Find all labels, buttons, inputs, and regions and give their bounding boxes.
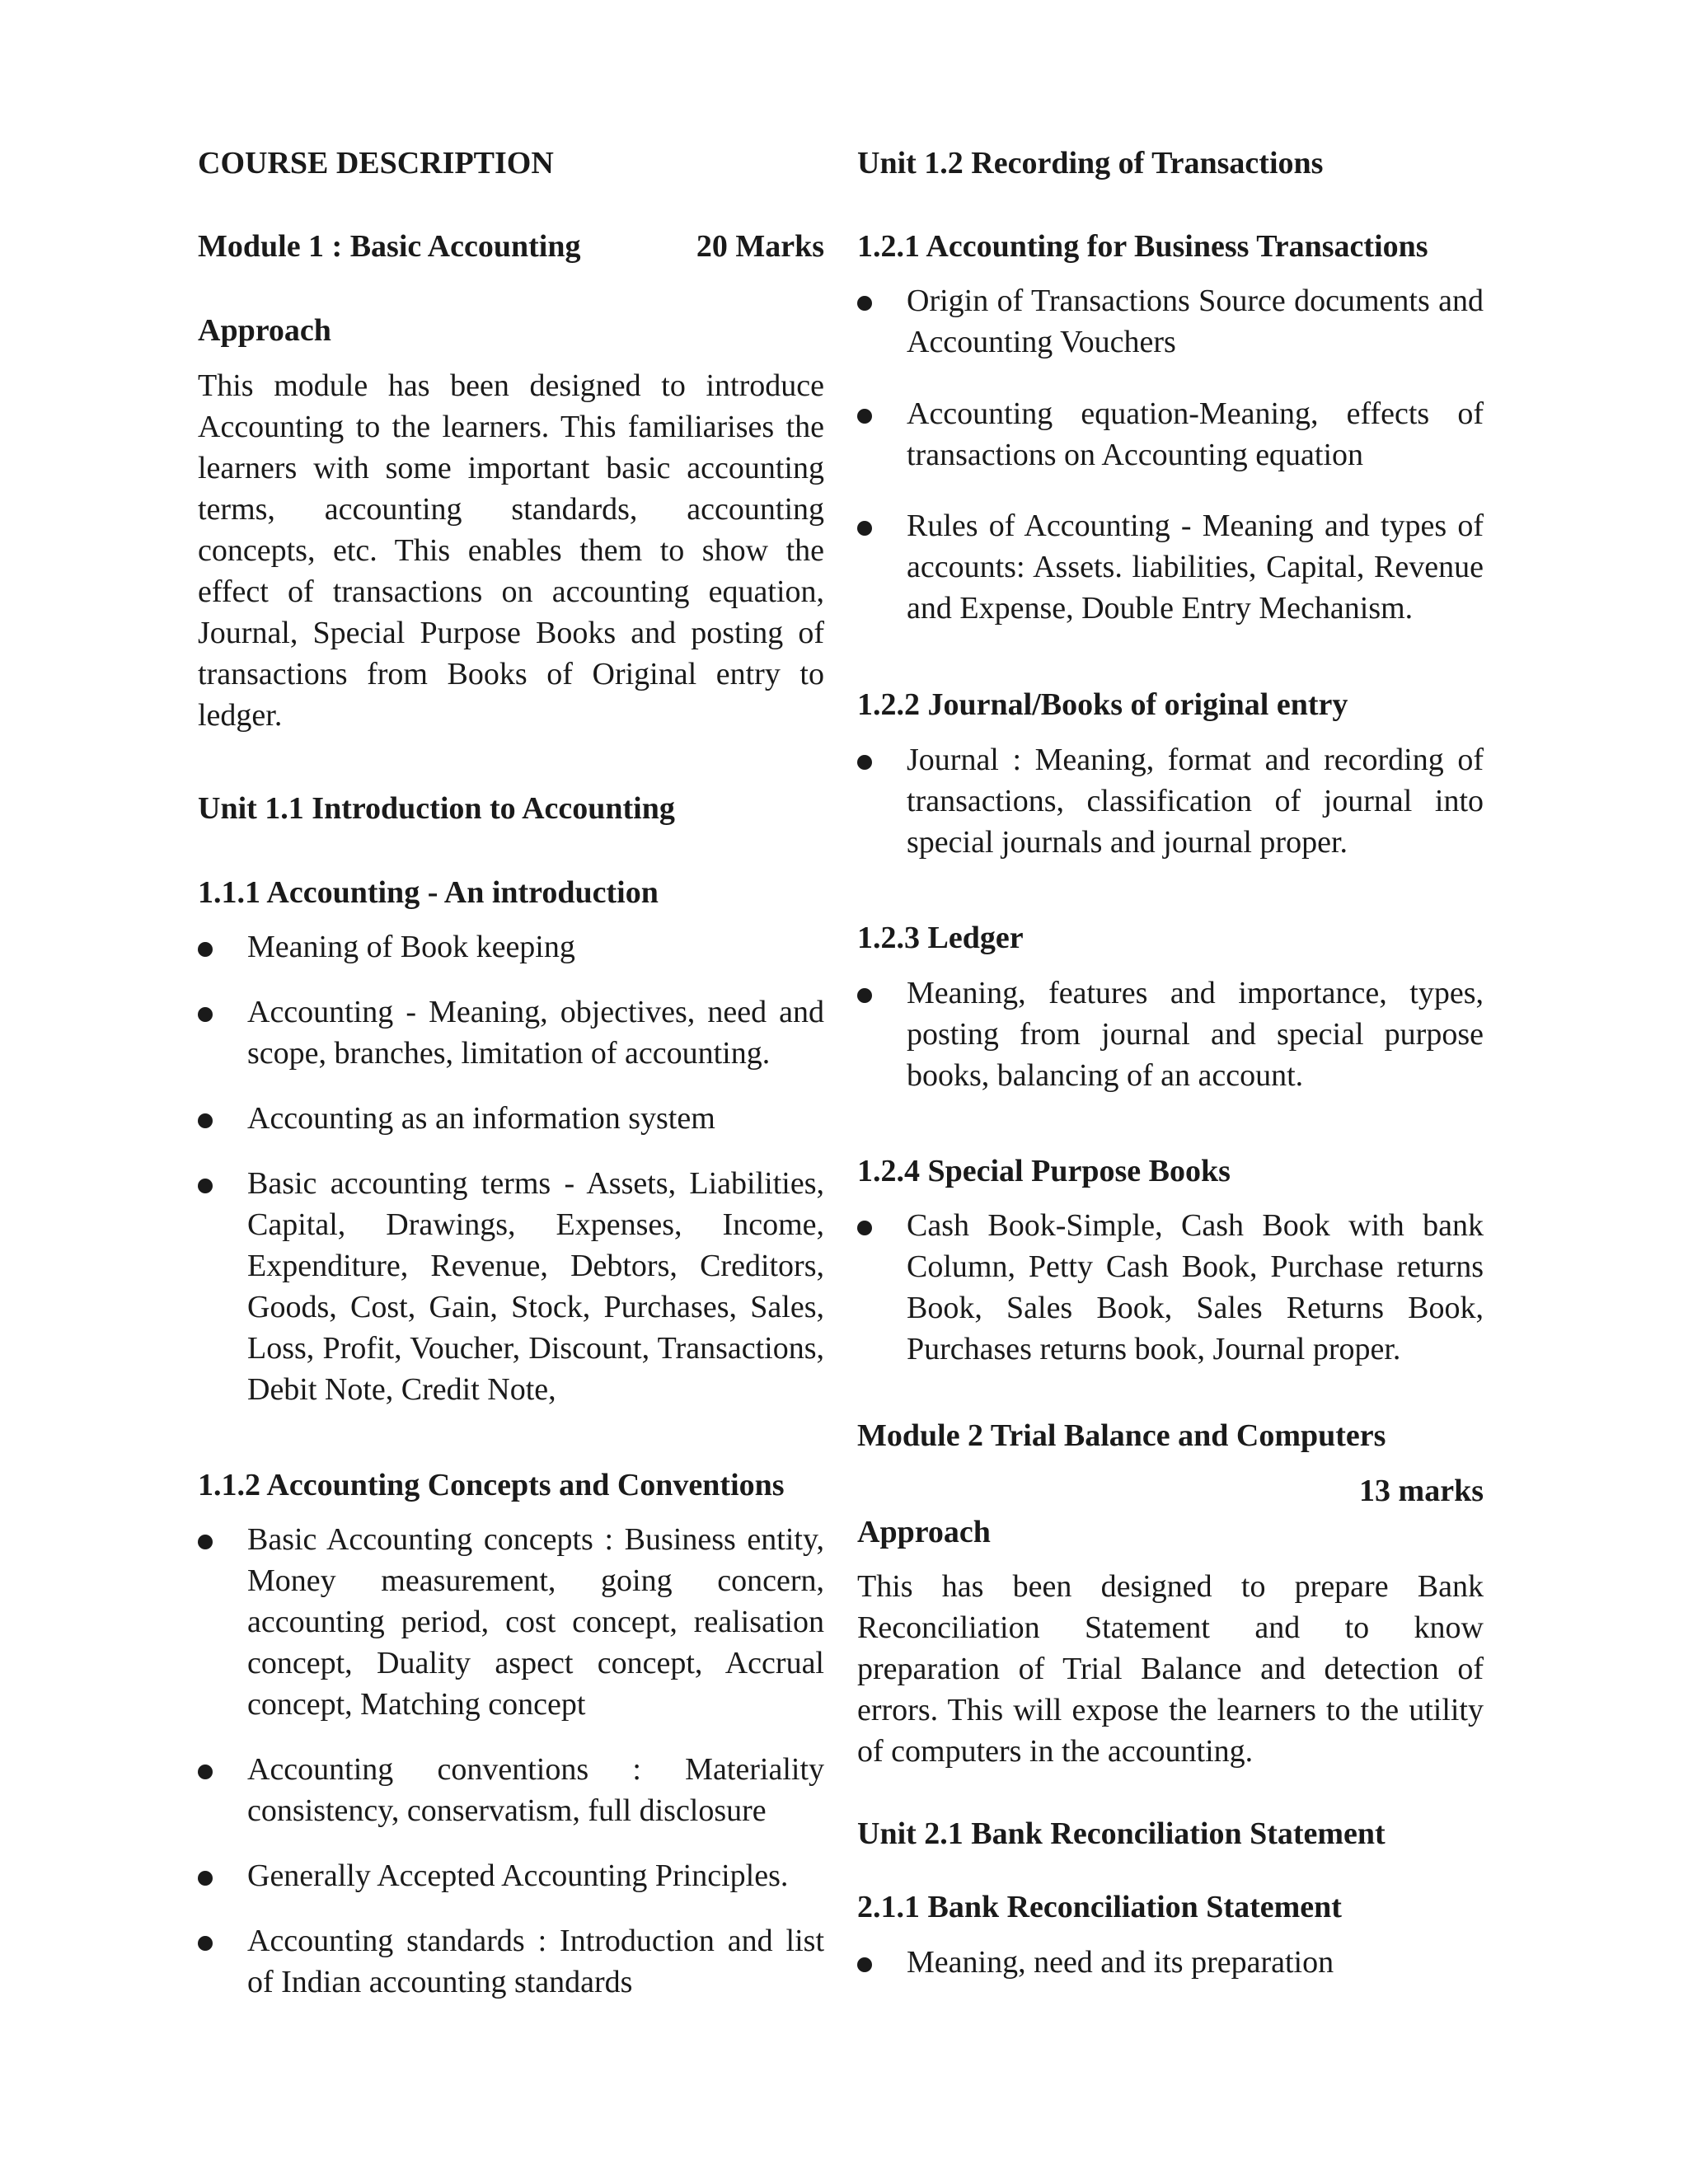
list-item [198,991,824,1074]
list-item [857,972,1484,1096]
subsection-1-1-2-heading: 1.1.2 Accounting Concepts and Conventions [198,1468,785,1502]
module2-marks: 13 marks [1359,1474,1484,1508]
module1-title: Module 1 : Basic Accounting [198,229,581,264]
bullet-icon [198,1535,213,1549]
list-item-text: Accounting as an information system [247,1101,715,1136]
list-item-text: Meaning of Book keeping [247,930,575,964]
module1-heading [198,226,824,267]
bullet-icon [857,521,872,536]
bullet-icon [198,1179,213,1193]
list-item [857,739,1484,863]
bullet-icon [857,409,872,424]
list-item [857,280,1484,363]
unit-1-2-heading: Unit 1.2 Recording of Transactions [857,146,1324,180]
subsection-1-2-1-heading: 1.2.1 Accounting for Business Transactions [857,229,1428,264]
list-item-text: Accounting conventions : Materiality consistency, conservatism, full disclosure [247,1752,824,1828]
bullet-icon [198,1765,213,1779]
list-item-text: Basic accounting terms - Assets, Liabilities, Capital, Drawings, Expenses, Income, Expenditure, Revenue, Debtors, Creditors, Goods, Cost, Gain, Stock, Purchases, Sales, Loss, Profit, Voucher, Discount, Transactions, Debit Note, Credit Note, [247,1166,824,1407]
list-item-text: Rules of Accounting - Meaning and types of accounts: Assets. liabilities, Capital, Revenue and Expense, Double Entry Mechanism. [907,509,1484,626]
subsection-2-1-1-heading: 2.1.1 Bank Reconciliation Statement [857,1890,1342,1924]
list-item [198,1519,824,1725]
list-item [198,926,824,968]
unit-2-1-heading: Unit 2.1 Bank Reconciliation Statement [857,1816,1386,1851]
list-item [198,1920,824,2003]
bullet-icon [198,1871,213,1886]
module2-title: Module 2 Trial Balance and Computers [857,1418,1386,1453]
bullet-icon [857,1957,872,1972]
list-item [198,1855,824,1896]
bullet-icon [857,755,872,770]
list-item [198,1163,824,1410]
list-item-text: Accounting standards : Introduction and list of Indian accounting standards [247,1924,824,1999]
bullet-icon [857,988,872,1003]
bullet-icon [198,942,213,957]
list-item [857,505,1484,629]
bullet-icon [857,296,872,311]
unit-1-1-heading: Unit 1.1 Introduction to Accounting [198,791,675,826]
list-item-text: Accounting equation-Meaning, effects of transactions on Accounting equation [907,396,1484,472]
list-item-text: Accounting - Meaning, objectives, need and scope, branches, limitation of accounting. [247,995,824,1071]
approach-heading-2: Approach [857,1515,991,1549]
bullet-icon [198,1113,213,1128]
subsection-1-2-3-heading: 1.2.3 Ledger [857,921,1024,955]
course-title: COURSE DESCRIPTION [198,146,554,180]
bullet-icon [198,1936,213,1951]
list-item-text: Cash Book-Simple, Cash Book with bank Column, Petty Cash Book, Purchase returns Book, Sales Book, Sales Returns Book, Purchases returns book, Journal proper. [907,1208,1484,1366]
list-item-text: Meaning, need and its preparation [907,1945,1334,1980]
list-item [857,393,1484,476]
module1-marks: 20 Marks [696,229,824,264]
bullet-icon [857,1221,872,1235]
list-item [198,1098,824,1139]
subsection-1-1-1-heading: 1.1.1 Accounting - An introduction [198,875,659,910]
list-item [857,1205,1484,1370]
list-item-text: Meaning, features and importance, types, posting from journal and special purpose books, balancing of an account. [907,976,1484,1093]
list-item-text: Journal : Meaning, format and recording of transactions, classification of journal into special journals and journal proper. [907,743,1484,860]
subsection-1-2-2-heading: 1.2.2 Journal/Books of original entry [857,687,1348,722]
list-item-text: Origin of Transactions Source documents and Accounting Vouchers [907,284,1484,359]
list-item-text: Generally Accepted Accounting Principles. [247,1858,789,1893]
bullet-icon [198,1007,213,1022]
subsection-1-2-4-heading: 1.2.4 Special Purpose Books [857,1154,1231,1188]
approach-heading: Approach [198,313,331,348]
list-item [857,1942,1484,1983]
list-item [198,1749,824,1831]
approach-paragraph-2: This has been designed to prepare Bank Reconciliation Statement and to know preparation of Trial Balance and detection of errors. This will expose the learners to the utility of computers in the accounting. [857,1569,1484,1769]
approach-paragraph: This module has been designed to introduce Accounting to the learners. This familiarises the learners with some important basic accounting terms, accounting standards, accounting concepts, etc. This enables them to show the effect of transactions on accounting equation, Journal, Special Purpose Books and posting of transactions from Books of Original entry to ledger. [198,368,824,733]
list-item-text: Basic Accounting concepts : Business entity, Money measurement, going concern, accounting period, cost concept, realisation concept, Duality aspect concept, Accrual concept, Matching concept [247,1522,824,1722]
